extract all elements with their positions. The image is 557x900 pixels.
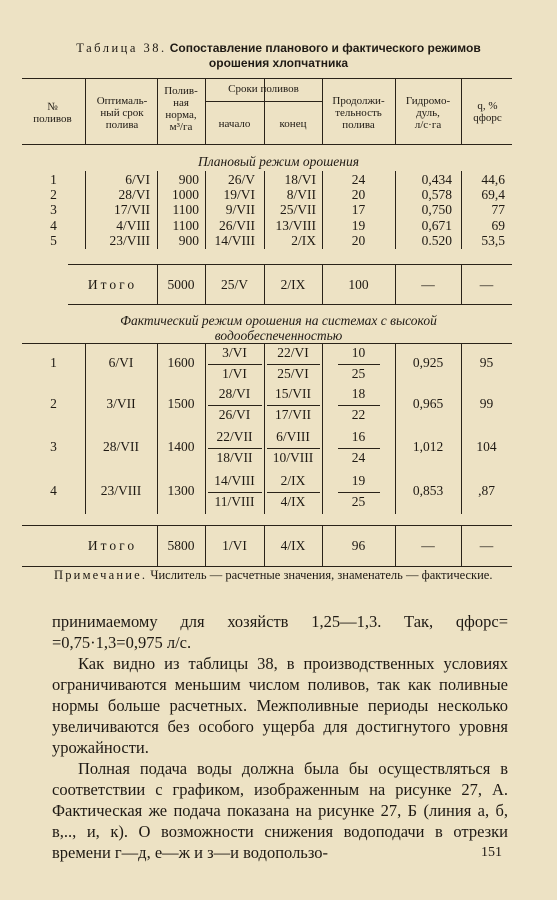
- fact-total-norm: 5800: [167, 538, 195, 553]
- fact-end-date: 6/VIII: [276, 429, 310, 444]
- fact-end-date: 4/IX: [280, 494, 306, 509]
- fact-norm: 1500: [167, 396, 195, 411]
- fact-norm: 1300: [167, 483, 195, 498]
- plan-optimal-date: 6/VI: [125, 172, 150, 187]
- header-duration: тельность: [335, 107, 382, 119]
- header-bottom-rule: [22, 144, 512, 145]
- table-title-line2: орошения хлопчатника: [208, 56, 349, 70]
- fraction-bar: [338, 364, 380, 365]
- plan-duration: 24: [351, 172, 366, 187]
- table-title-line1: Сопоставление планового и фактического режимов: [169, 41, 481, 55]
- plan-end-date: 13/VIII: [275, 217, 316, 233]
- header-duration: Продолжи-: [332, 95, 385, 107]
- header-q: q, %: [477, 100, 498, 112]
- header-hydromodule: л/с·га: [414, 119, 442, 131]
- fact-total-bottom-rule: [22, 566, 512, 567]
- plan-row-number: 1: [50, 172, 57, 187]
- fact-duration: 25: [351, 366, 366, 381]
- fact-section-title-line1: Фактический режим орошения на системах с высокой: [120, 313, 437, 328]
- fact-hydromodule: 1,012: [412, 439, 444, 454]
- plan-divider: [85, 171, 86, 249]
- plan-divider: [461, 171, 462, 249]
- fraction-bar: [267, 492, 320, 493]
- table-top-rule: [22, 78, 512, 79]
- fraction-bar: [208, 448, 262, 449]
- plan-norm: 1000: [172, 187, 199, 203]
- fact-start-date: 14/VIII: [214, 473, 255, 488]
- fact-start-date: 28/VI: [218, 386, 251, 401]
- fact-q-ratio: 99: [479, 396, 494, 411]
- header-end: конец: [279, 118, 307, 130]
- header-norm: ная: [173, 97, 189, 109]
- header-hydromodule: дуль,: [416, 107, 440, 119]
- plan-norm: 900: [178, 172, 199, 187]
- header-duration: полива: [342, 119, 375, 131]
- plan-optimal-date: 23/VIII: [109, 232, 150, 248]
- plan-q-ratio: 69,4: [481, 187, 505, 203]
- plan-start-date: 26/V: [228, 172, 255, 187]
- fact-duration: 18: [351, 386, 366, 401]
- header-optimal: ный срок: [100, 107, 144, 119]
- header-divider: [85, 78, 86, 144]
- header-norm: Полив-: [164, 85, 198, 97]
- fact-row-number: 1: [50, 355, 57, 370]
- plan-total-duration: 100: [348, 277, 369, 292]
- plan-norm: 1100: [172, 202, 199, 218]
- fact-q-ratio: 104: [476, 439, 497, 454]
- plan-optimal-date: 4/VIII: [116, 217, 150, 233]
- header-num: поливов: [33, 113, 72, 125]
- fact-start-date: 22/VII: [216, 429, 253, 444]
- note-label: Примечание.: [54, 568, 148, 582]
- plan-total-top-rule: [68, 264, 512, 265]
- plan-q-ratio: 53,5: [481, 232, 505, 248]
- note-text: Числитель — расчетные значения, знаменатель — фактические.: [150, 568, 493, 582]
- fact-optimal-date: 3/VII: [106, 396, 136, 411]
- plan-total-start: 25/V: [221, 277, 248, 292]
- header-hydromodule: Гидромо-: [405, 95, 451, 107]
- plan-divider: [264, 171, 265, 249]
- fact-duration: 22: [351, 407, 366, 422]
- plan-duration: 19: [351, 217, 366, 233]
- plan-row-number: 2: [50, 187, 57, 203]
- fact-hydromodule: 0,965: [412, 396, 444, 411]
- plan-total-bottom-rule: [68, 304, 512, 305]
- fact-total-hydromodule: —: [421, 538, 435, 553]
- plan-norm: 1100: [172, 217, 199, 233]
- fact-q-ratio: ,87: [478, 483, 495, 498]
- plan-q-ratio: 69: [491, 217, 505, 233]
- fact-optimal-date: 6/VI: [108, 355, 134, 370]
- plan-divider: [157, 171, 158, 249]
- paragraph-3: Полная подача воды должна была бы осуществляться в соответствии с графиком, изображенным на рисунке 27, А. Фактическая же подача показана на рисунке 27, Б (линия а, б, в,.., и, к). О возможности снижения водоподачи в отрезки времени г—д, е—ж и з—и водопользо-: [52, 759, 508, 862]
- plan-start-date: 26/VII: [219, 217, 255, 233]
- paragraph-1: принимаемому для хозяйств 1,25—1,3. Так, qфорс= =0,75·1,3=0,975 л/с.: [52, 612, 508, 652]
- fact-start-date: 11/VIII: [214, 494, 255, 509]
- fact-end-date: 17/VII: [275, 407, 311, 422]
- fact-total-duration: 96: [351, 538, 366, 553]
- plan-row-number: 4: [50, 217, 57, 233]
- fact-optimal-date: 23/VIII: [100, 483, 142, 498]
- fact-row-number: 4: [50, 483, 57, 498]
- plan-hydromodule: 0,671: [421, 217, 452, 233]
- plan-total-end: 2/IX: [280, 277, 306, 292]
- fact-start-date: 26/VI: [218, 407, 251, 422]
- fact-start-date: 3/VI: [222, 345, 247, 360]
- fact-duration: 19: [351, 473, 366, 488]
- fact-hydromodule: 0,925: [412, 355, 444, 370]
- plan-duration: 17: [351, 202, 366, 218]
- fact-top-rule: [22, 343, 512, 344]
- table-label: Таблица 38.: [76, 41, 167, 55]
- fraction-bar: [208, 492, 262, 493]
- fact-total-top-rule: [22, 525, 512, 526]
- plan-duration: 20: [351, 187, 366, 203]
- fact-optimal-date: 28/VII: [103, 439, 139, 454]
- plan-duration: 20: [351, 232, 366, 248]
- plan-section-title: Плановый режим орошения: [198, 154, 359, 169]
- table-note: [54, 568, 504, 583]
- fraction-bar: [338, 448, 380, 449]
- plan-norm: 900: [178, 232, 199, 248]
- fact-duration: 16: [351, 429, 366, 444]
- plan-start-date: 9/VII: [225, 202, 255, 218]
- fact-total-q: —: [479, 538, 494, 553]
- plan-optimal-date: 28/VI: [118, 187, 150, 203]
- plan-end-date: 2/IX: [291, 232, 316, 248]
- header-optimal: полива: [105, 119, 139, 131]
- fact-end-date: 22/VI: [277, 345, 309, 360]
- plan-q-ratio: 77: [491, 202, 505, 218]
- fact-row-number: 2: [50, 396, 57, 411]
- fact-norm: 1600: [167, 355, 195, 370]
- plan-start-date: 14/VIII: [214, 232, 255, 248]
- plan-divider: [395, 171, 396, 249]
- fact-norm: 1400: [167, 439, 195, 454]
- plan-hydromodule: 0,434: [421, 172, 452, 187]
- plan-hydromodule: 0,750: [421, 202, 452, 218]
- fraction-bar: [338, 405, 380, 406]
- page-number: 151: [481, 845, 502, 860]
- header-optimal: Оптималь-: [96, 95, 148, 107]
- fact-q-ratio: 95: [479, 355, 494, 370]
- plan-divider: [205, 171, 206, 249]
- plan-q-ratio: 44,6: [481, 172, 505, 187]
- fact-duration: 25: [351, 494, 366, 509]
- plan-row-number: 3: [50, 202, 57, 218]
- fact-start-date: 1/VI: [222, 366, 247, 381]
- fraction-bar: [267, 405, 320, 406]
- fact-hydromodule: 0,853: [412, 483, 444, 498]
- header-terms: Сроки поливов: [228, 83, 299, 95]
- body-text: [52, 611, 508, 863]
- fact-end-date: 15/VII: [275, 386, 311, 401]
- header-q: qфорс: [473, 112, 502, 124]
- fact-total-start: 1/VI: [222, 538, 247, 553]
- plan-optimal-date: 17/VII: [114, 202, 150, 218]
- fact-total-end: 4/IX: [280, 538, 306, 553]
- plan-end-date: 8/VII: [286, 187, 316, 203]
- plan-hydromodule: 0,578: [421, 187, 452, 203]
- plan-hydromodule: 0.520: [421, 232, 452, 248]
- fact-end-date: 25/VI: [277, 366, 309, 381]
- header-start: начало: [218, 118, 251, 130]
- plan-end-date: 25/VII: [280, 202, 316, 218]
- plan-start-date: 19/VI: [223, 187, 255, 203]
- header-num: №: [47, 101, 58, 113]
- fraction-bar: [267, 364, 320, 365]
- fact-row-number: 3: [50, 439, 57, 454]
- fraction-bar: [208, 405, 262, 406]
- header-norm: м³/га: [169, 121, 193, 133]
- plan-row-number: 5: [50, 232, 57, 248]
- fact-duration: 24: [351, 450, 366, 465]
- fact-total-label: Итого: [87, 538, 138, 553]
- table-caption: [0, 41, 557, 56]
- header-norm: норма,: [165, 109, 197, 121]
- paragraph-2: Как видно из таблицы 38, в производственных условиях ограничиваются меньшим числом поливов, так как поливные нормы больше расчетных. Межполивные периоды несколько увеличиваются без особого ущерба для достигнутого уровня урожайности.: [52, 654, 508, 757]
- fact-start-date: 18/VII: [216, 450, 253, 465]
- fact-end-date: 2/IX: [280, 473, 306, 488]
- plan-total-label: Итого: [87, 277, 138, 292]
- plan-total-hydromodule: —: [421, 277, 435, 292]
- fraction-bar: [267, 448, 320, 449]
- plan-total-norm: 5000: [167, 277, 195, 292]
- fact-duration: 10: [351, 345, 366, 360]
- fact-end-date: 10/VIII: [272, 450, 314, 465]
- fraction-bar: [338, 492, 380, 493]
- fact-section-title-line2: водообеспеченностью: [214, 328, 343, 343]
- plan-total-q: —: [479, 277, 494, 292]
- plan-end-date: 18/VI: [284, 172, 316, 187]
- fraction-bar: [208, 364, 262, 365]
